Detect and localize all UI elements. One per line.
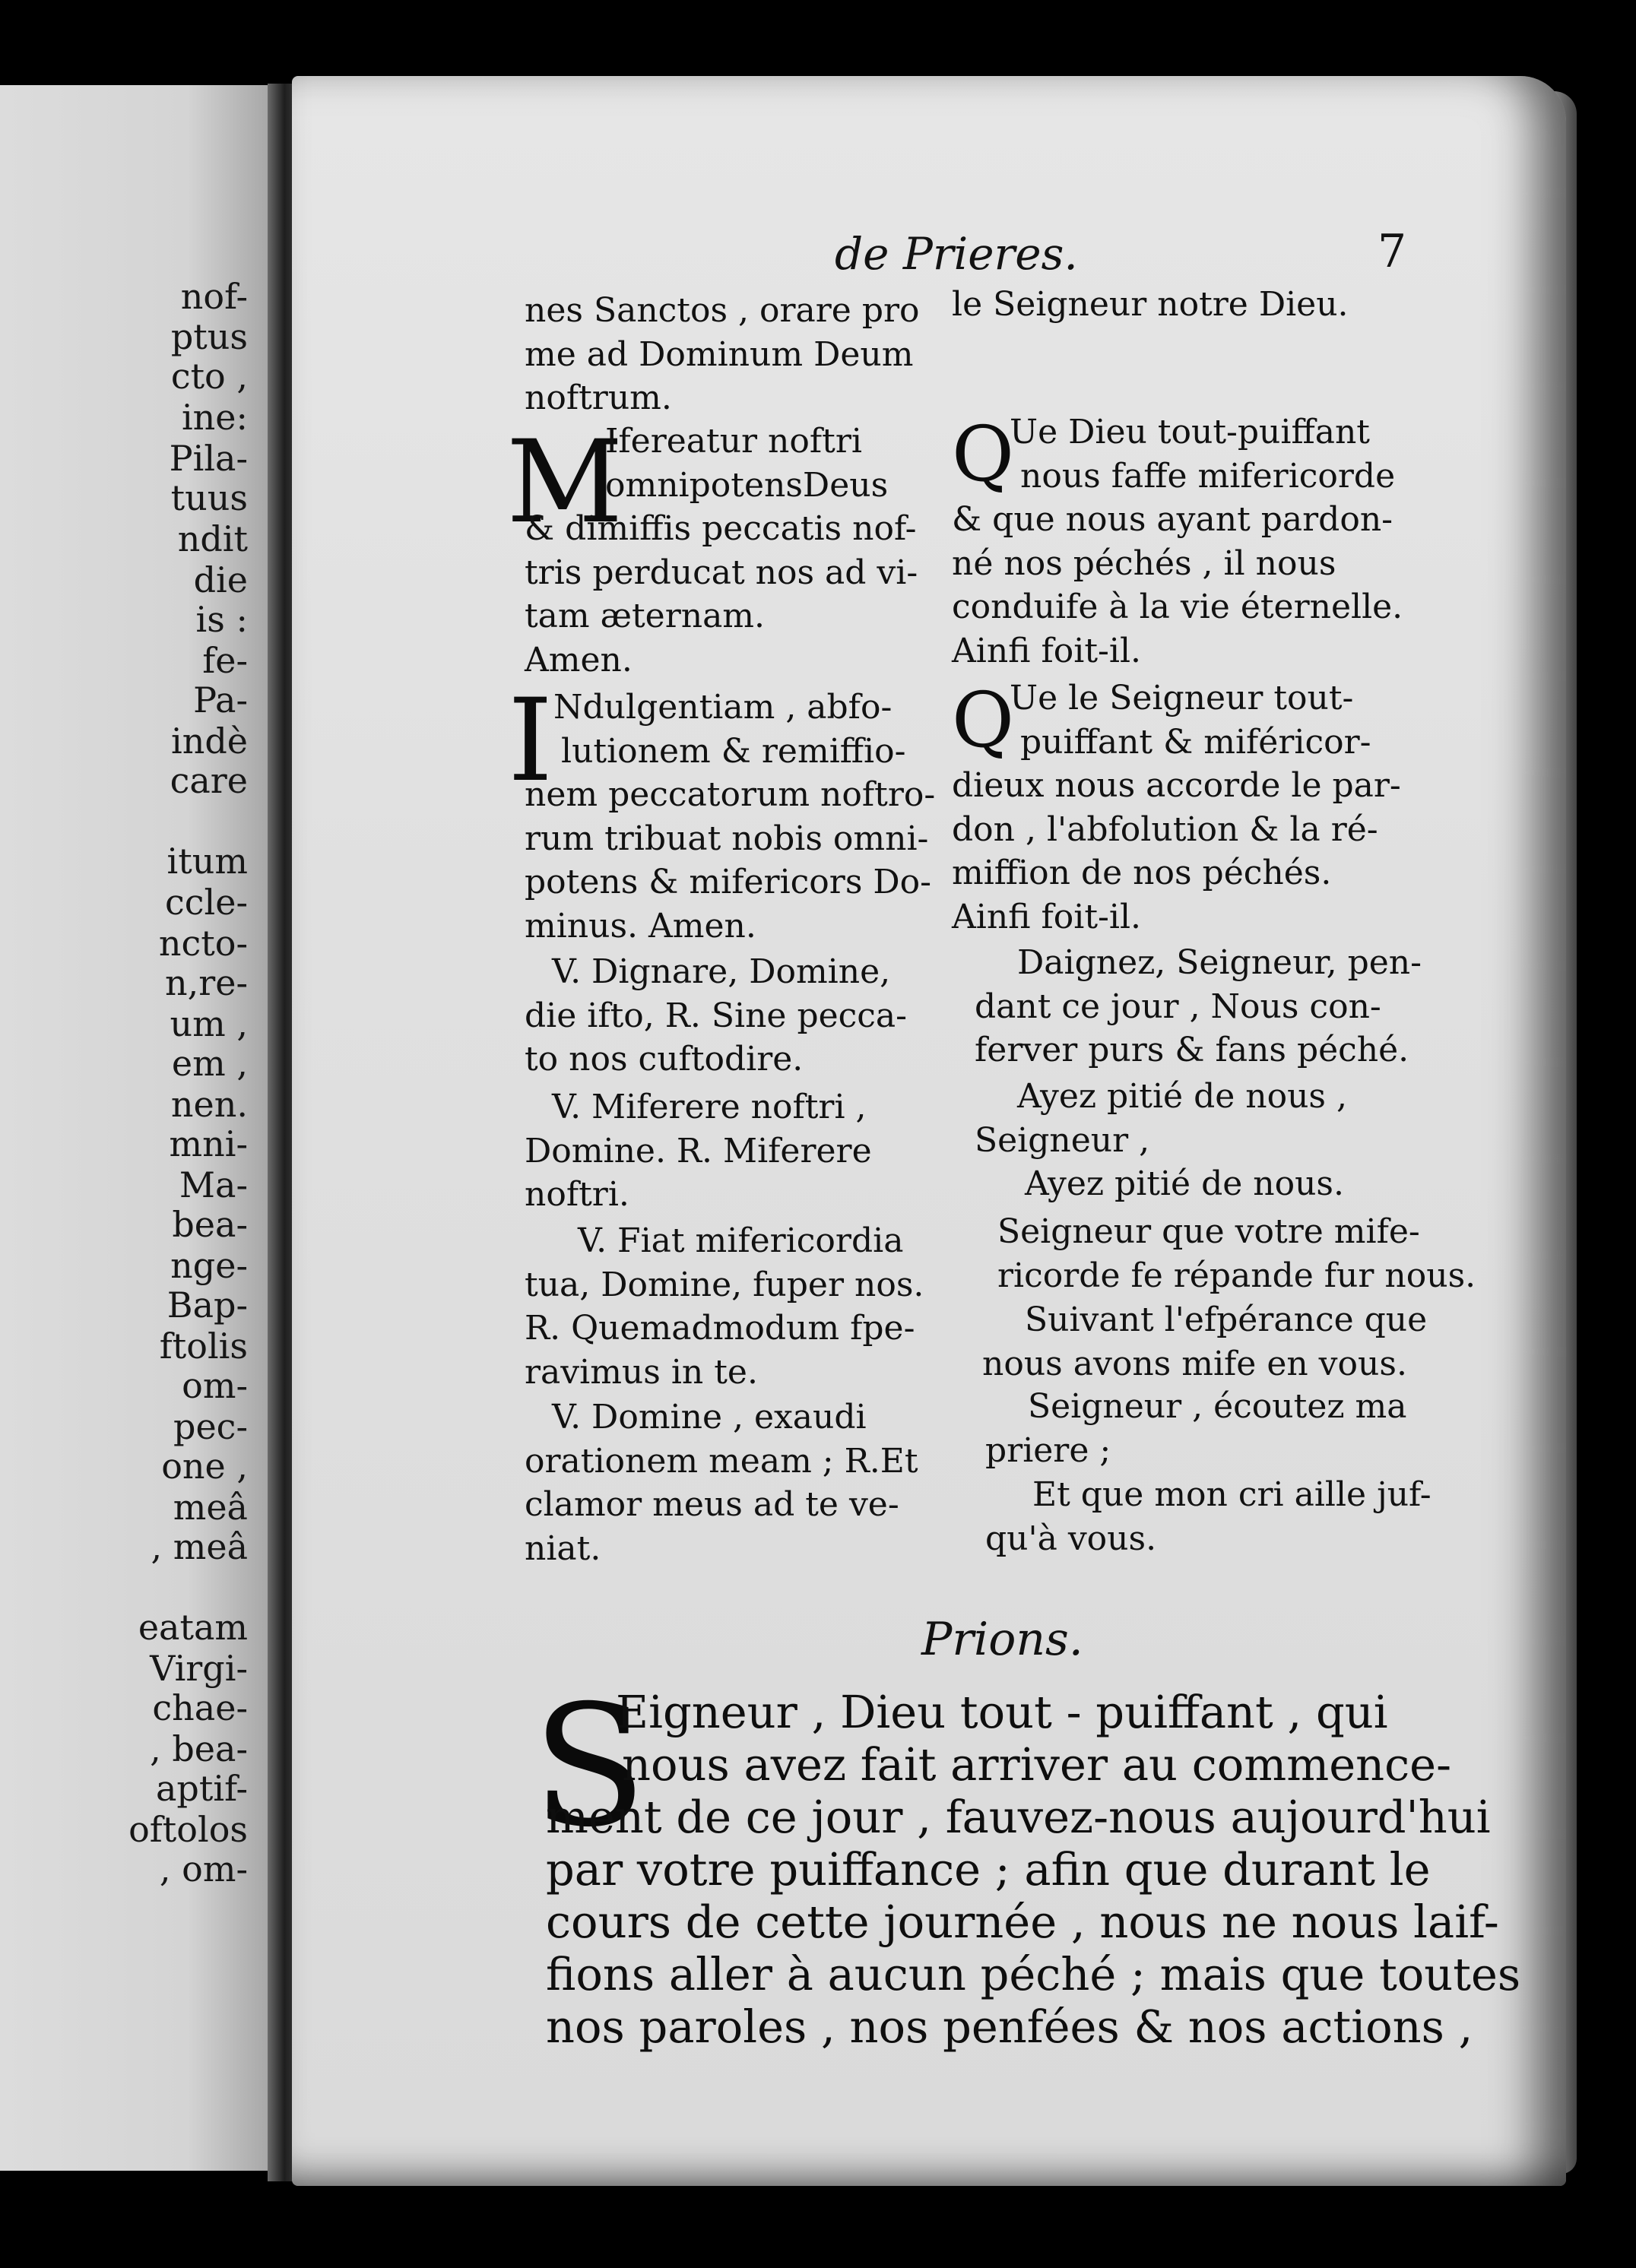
previous-page-line: nof-	[180, 276, 248, 317]
previous-page-line: pec-	[173, 1406, 248, 1447]
previous-page-line: mni-	[169, 1123, 248, 1164]
previous-page-line: ine:	[181, 397, 248, 438]
previous-page-line: one ,	[161, 1446, 248, 1487]
previous-page-line: ptus	[170, 316, 248, 357]
previous-page	[0, 85, 268, 2171]
french-response-3: Seigneur que votre mife- ricorde fe répande fur nous.	[997, 1212, 1476, 1295]
previous-page-line: die	[193, 559, 248, 600]
previous-page-line: Bap-	[166, 1284, 248, 1326]
french-response-2: Ayez pitié de nous , Seigneur , Ayez pitié de nous.	[975, 1077, 1347, 1204]
drop-cap-i: I	[508, 675, 553, 807]
latin-versicle-2: V. Miferere noftri , Domine. R. Miferere noftri.	[525, 1088, 872, 1215]
drop-cap-s: S	[532, 1669, 647, 1864]
previous-page-line: fe-	[202, 640, 248, 681]
previous-page-line: eatam	[138, 1607, 248, 1648]
previous-page-line: ndit	[177, 518, 248, 559]
previous-page-line: nge-	[170, 1245, 248, 1286]
prions-heading: Prions.	[921, 1613, 1083, 1666]
previous-page-line: bea-	[172, 1204, 248, 1245]
prions-paragraph: Eigneur , Dieu tout - puiffant , qui nous avez fait arriver au commence- ment de ce jour , fauvez-nous aujourd'hui par votre puiffance ; afin que durant le cours de cette journée , nous ne nous laif- fions aller à aucun péché ; mais que toutes nos paroles , nos penfées & nos actions ,	[546, 1686, 1521, 2053]
french-paragraph-1: le Seigneur notre Dieu.	[952, 285, 1349, 324]
previous-page-line: n,re-	[164, 962, 248, 1003]
previous-page-line: Pila-	[169, 438, 248, 479]
previous-page-line: Ma-	[179, 1164, 248, 1205]
page-number: 7	[1378, 225, 1407, 278]
previous-page-line: cto ,	[170, 356, 248, 397]
latin-misereatur: Ifereatur noftri omnipotensDeus & dimiffis peccatis nof- tris perducat nos ad vi- tam æternam. Amen.	[525, 422, 918, 679]
previous-page-line: em ,	[171, 1043, 248, 1084]
drop-cap-q-1: Q	[952, 410, 1014, 499]
previous-page-line: is :	[195, 599, 248, 640]
french-que-le-seigneur: Ue le Seigneur tout- puiffant & miféricor- dieux nous accorde le par- don , l'abfolution & la ré- miffion de nos péchés. Ainfi foit-il.	[952, 679, 1401, 936]
french-response-1: Daignez, Seigneur, pen- dant ce jour , Nous con- ferver purs & fans péché.	[975, 943, 1422, 1070]
previous-page-line: aptif-	[156, 1768, 248, 1809]
previous-page-line: ccle-	[164, 882, 248, 923]
previous-page-line: , meâ	[151, 1526, 248, 1567]
previous-page-line: care	[170, 760, 248, 801]
previous-page-line: itum	[166, 841, 248, 882]
previous-page-line: meâ	[173, 1487, 248, 1528]
previous-page-line: Virgi-	[150, 1648, 248, 1689]
previous-page-line: nen.	[170, 1084, 248, 1125]
latin-paragraph-1: nes Sanctos , orare pro me ad Dominum Deum noftrum.	[525, 291, 920, 418]
latin-indulgentiam: Ndulgentiam , abfo- lutionem & remiffio- nem peccatorum noftro- rum tribuat nobis omni- potens & mifericors Do- minus. Amen.	[525, 688, 936, 946]
previous-page-line: , om-	[159, 1848, 248, 1889]
french-response-5: Seigneur , écoutez ma priere ;	[985, 1387, 1407, 1470]
latin-versicle-4: V. Domine , exaudi orationem meam ; R.Et clamor meus ad te ve- niat.	[525, 1398, 918, 1568]
previous-page-line: oftolos	[128, 1809, 248, 1850]
french-response-6: Et que mon cri aille juf- qu'à vous.	[985, 1475, 1432, 1558]
previous-page-line: ftolis	[159, 1326, 248, 1367]
latin-versicle-3: V. Fiat mifericordia tua, Domine, fuper nos. R. Quemadmodum fpe- ravimus in te.	[525, 1221, 924, 1392]
previous-page-line: Pa-	[193, 679, 248, 721]
previous-page-line: ncto-	[158, 923, 248, 964]
french-response-4: Suivant l'efpérance que nous avons mife en vous.	[982, 1300, 1428, 1383]
previous-page-line: tuus	[170, 477, 248, 518]
latin-versicle-1: V. Dignare, Domine, die ifto, R. Sine pecca- to nos cuftodire.	[525, 952, 908, 1079]
previous-page-line: indè	[170, 721, 248, 762]
drop-cap-m: M	[506, 417, 623, 549]
previous-page-line: , bea-	[150, 1728, 248, 1769]
drop-cap-q-2: Q	[952, 676, 1014, 765]
previous-page-line: om-	[182, 1365, 248, 1406]
running-title: de Prieres.	[835, 228, 1078, 280]
french-que-dieu: Ue Dieu tout-puiffant nous faffe mifericorde & que nous ayant pardon- né nos péchés , il nous conduife à la vie éternelle. Ainfi foit-il.	[952, 413, 1403, 670]
previous-page-line: um ,	[170, 1003, 248, 1044]
previous-page-line: chae-	[152, 1687, 248, 1728]
